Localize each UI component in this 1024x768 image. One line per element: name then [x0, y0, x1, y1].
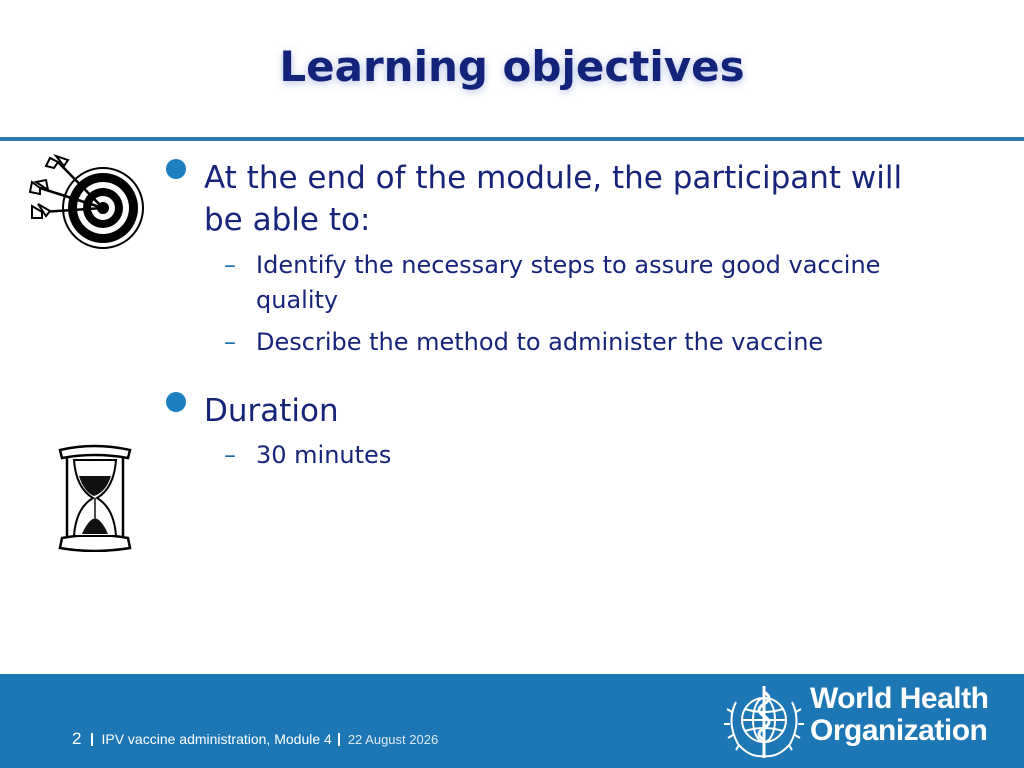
sub-item-text: Describe the method to administer the vaccine [256, 328, 824, 356]
bullet-text-line: At the end of the module, the participant will [204, 160, 903, 196]
bullet-duration [166, 390, 339, 432]
hourglass-icon [54, 444, 138, 556]
title-divider [0, 137, 1024, 141]
slide-title: Learning objectives [279, 42, 745, 91]
who-logo-line: Organization [810, 714, 988, 747]
target-icon [28, 152, 148, 261]
who-logo-line: World Health [810, 682, 989, 715]
bullet-objectives [166, 157, 902, 241]
who-emblem-icon [722, 682, 806, 766]
dash-marker: – [224, 441, 236, 469]
sub-item-identify [224, 248, 880, 318]
sub-item-text: quality [256, 286, 339, 314]
sub-item-describe [224, 325, 823, 360]
bullet-text-line: Duration [204, 393, 339, 429]
page-number: 2 [72, 729, 82, 748]
footer-caption [72, 729, 438, 749]
dash-marker: – [224, 328, 236, 356]
sub-item-duration [224, 438, 391, 473]
bullet-text-line: be able to: [204, 202, 371, 238]
footer-date: 22 August 2026 [347, 731, 439, 747]
bullet-dot [166, 392, 186, 412]
sub-item-text: Identify the necessary steps to assure good vaccine [256, 251, 881, 279]
who-logo-text [810, 683, 988, 747]
sub-item-text: 30 minutes [256, 441, 392, 469]
dash-marker: – [224, 251, 236, 279]
course-title: IPV vaccine administration, Module 4 [101, 731, 332, 747]
footer-separator [91, 733, 93, 746]
footer-separator [338, 733, 340, 746]
bullet-dot [166, 159, 186, 179]
